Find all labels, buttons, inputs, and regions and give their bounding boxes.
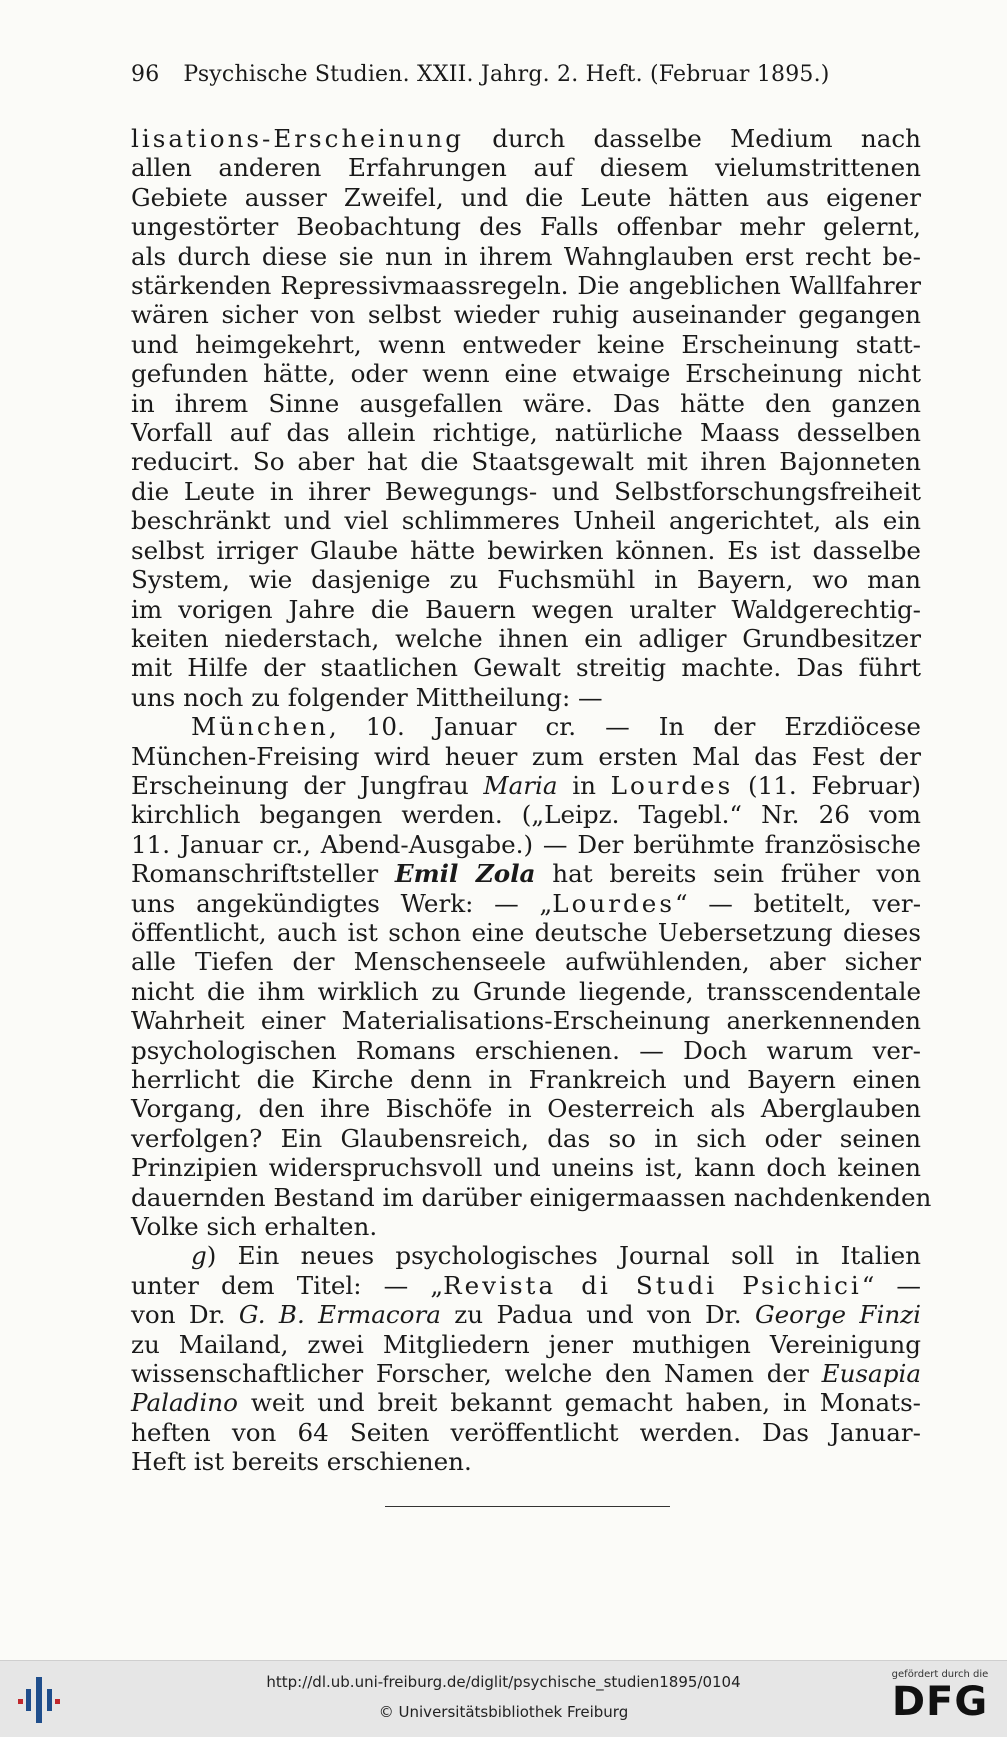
text-line <box>131 300 921 329</box>
text-run: verfolgen? Ein Glaubensreich, das so in sich oder seinen <box>131 1123 921 1153</box>
text-line <box>131 653 921 682</box>
text-line <box>131 153 921 182</box>
text-run: beschränkt und viel schlimmeres Unheil angerichtet, als ein <box>131 506 921 536</box>
text-run: heften von 64 Seiten veröffentlicht werden. Das Januar- <box>131 1417 921 1447</box>
text-line <box>131 683 921 712</box>
text-run: Lourdes <box>552 888 675 918</box>
text-line <box>131 595 921 624</box>
text-run: durch dasselbe Medium nach <box>463 124 921 153</box>
text-run: Erscheinung der Jungfrau <box>131 770 484 800</box>
text-line <box>131 1300 921 1329</box>
text-line <box>131 742 921 771</box>
text-run: g <box>191 1241 207 1271</box>
permalink-url[interactable]: http://dl.ub.uni-freiburg.de/diglit/psychische_studien1895/0104 <box>266 1673 741 1691</box>
text-line <box>131 1241 921 1270</box>
text-run: mit Hilfe der staatlichen Gewalt streitig machte. Das führt <box>131 653 921 683</box>
text-run: gefunden hätte, oder wenn eine etwaige Erscheinung nicht <box>131 359 921 389</box>
text-run: Heft ist bereits erschienen. <box>131 1447 472 1477</box>
text-run: die Leute in ihrer Bewegungs- und Selbstforschungsfreiheit <box>131 476 921 506</box>
running-header <box>131 62 921 87</box>
text-run: selbst irriger Glaube hätte bewirken können. Es ist dasselbe <box>131 535 921 565</box>
text-run: herrlicht die Kirche denn in Frankreich und Bayern einen <box>131 1065 921 1094</box>
text-line <box>131 1388 921 1417</box>
viewer-footer <box>0 1660 1007 1737</box>
text-run: wissenschaftlicher Forscher, welche den Namen der <box>131 1359 822 1389</box>
text-line <box>131 1447 921 1476</box>
text-line <box>131 889 921 918</box>
text-run: , 10. Januar cr. — In der Erzdiöcese <box>328 712 921 742</box>
text-line <box>131 977 921 1006</box>
text-run: in ihrem Sinne ausgefallen wäre. Das hätte den ganzen <box>131 388 921 418</box>
dfg-logo-text: DFG <box>891 1679 989 1725</box>
text-run: Maria <box>483 770 558 800</box>
text-run: Volke sich erhalten. <box>131 1212 378 1242</box>
text-line <box>131 1182 932 1212</box>
text-line <box>131 1212 921 1241</box>
text-run: System, wie dasjenige zu Fuchsmühl in Bayern, wo man <box>131 565 921 595</box>
end-rule <box>385 1506 670 1507</box>
text-run: zu Padua und von Dr. <box>440 1300 755 1330</box>
text-run: lisations-Erscheinung <box>131 124 464 153</box>
text-line <box>131 859 921 888</box>
text-line <box>131 212 921 241</box>
text-run: “ — <box>861 1270 921 1300</box>
text-line <box>131 1124 921 1153</box>
text-run: unter dem Titel: — „ <box>131 1270 444 1300</box>
text-line <box>131 271 921 300</box>
text-line <box>131 359 921 388</box>
text-run: uns angekündigtes Werk: — „ <box>131 888 553 918</box>
text-run: alle Tiefen der Menschenseele aufwühlenden, aber sicher <box>131 947 921 977</box>
text-line <box>131 418 921 447</box>
text-run: Romanschriftsteller <box>131 859 395 889</box>
text-run: München <box>191 712 329 742</box>
dfg-logo <box>885 1669 995 1731</box>
text-line <box>131 389 921 418</box>
text-run: “ — betitelt, ver- <box>674 888 921 918</box>
text-run: G. B. Ermacora <box>238 1300 441 1330</box>
text-run: Eusapia <box>821 1359 921 1389</box>
text-line <box>131 447 921 476</box>
text-run: wären sicher von selbst wieder ruhig auseinander gegangen <box>131 300 921 330</box>
text-run: ungestörter Beobachtung des Falls offenbar mehr gelernt, <box>131 212 921 242</box>
text-run: (11. Februar) <box>733 770 921 800</box>
funder-note: gefördert durch die <box>891 1669 989 1680</box>
text-run: Revista di Studi Psichici <box>443 1270 862 1300</box>
text-run: Emil Zola <box>394 859 536 889</box>
text-line <box>131 1359 921 1388</box>
text-run: zu Mailand, zwei Mitgliedern jener muthigen Vereinigung <box>131 1329 921 1359</box>
text-line <box>131 947 921 976</box>
text-line <box>131 477 921 506</box>
text-run: uns noch zu folgender Mittheilung: — <box>131 682 603 712</box>
text-run: George Finzi <box>754 1300 922 1330</box>
text-run: psychologischen Romans erschienen. — Doch warum ver- <box>131 1035 921 1065</box>
text-run: in <box>557 770 611 800</box>
text-line <box>131 1094 921 1123</box>
text-run: weit und breit bekannt gemacht haben, in Monats- <box>237 1388 921 1418</box>
text-run: 11. Januar cr., Abend-Ausgabe.) — Der berühmte französische <box>131 829 921 859</box>
text-run: von Dr. <box>131 1300 239 1330</box>
text-run: Vorgang, den ihre Bischöfe in Oesterreich als Aberglauben <box>131 1094 921 1124</box>
text-line <box>131 183 921 212</box>
text-run: kirchlich begangen werden. („Leipz. Tagebl.“ Nr. 26 vom <box>131 800 921 830</box>
text-run: Vorfall auf das allein richtige, natürliche Maass desselben <box>131 418 921 448</box>
text-run: keiten niederstach, welche ihnen ein adliger Grundbesitzer <box>131 623 921 653</box>
text-line <box>131 800 921 829</box>
text-run: allen anderen Erfahrungen auf diesem vielumstrittenen <box>131 153 921 183</box>
text-run: im vorigen Jahre die Bauern wegen uralter Waldgerechtig- <box>131 594 921 624</box>
text-run: Gebiete ausser Zweifel, und die Leute hätten aus eigener <box>131 182 921 212</box>
text-line <box>131 771 921 800</box>
text-run: Wahrheit einer Materialisations-Erscheinung anerkennenden <box>131 1006 921 1036</box>
text-run: hat bereits sein früher von <box>535 859 921 889</box>
text-run: Paladino <box>131 1388 238 1418</box>
text-line <box>131 124 921 153</box>
text-line <box>131 1418 921 1447</box>
text-line <box>131 1006 921 1035</box>
text-run: reducirt. So aber hat die Staatsgewalt mit ihren Bajonneten <box>131 447 921 477</box>
text-line <box>131 830 921 859</box>
text-line <box>131 1330 921 1359</box>
text-run: als durch diese sie nun in ihrem Wahnglauben erst recht be- <box>131 241 921 271</box>
text-line <box>131 712 921 741</box>
text-line <box>131 1271 921 1300</box>
text-line <box>131 1036 921 1065</box>
copyright-notice: © Universitätsbibliothek Freiburg <box>378 1703 629 1721</box>
text-line <box>131 330 921 359</box>
text-run: nicht die ihm wirklich zu Grunde liegende, transscendentale <box>131 976 921 1006</box>
text-run: Prinzipien widerspruchsvoll und uneins ist, kann doch keinen <box>131 1153 921 1183</box>
text-run: Lourdes <box>610 770 734 800</box>
text-line <box>131 242 921 271</box>
running-title: Psychische Studien. XXII. Jahrg. 2. Heft. (Februar 1895.) <box>183 62 830 87</box>
text-run: und heimgekehrt, wenn entweder keine Erscheinung statt- <box>131 329 921 359</box>
text-line <box>131 918 921 947</box>
text-run: München-Freising wird heuer zum ersten Mal das Fest der <box>131 741 921 771</box>
body-text <box>131 124 932 1477</box>
text-run: stärkenden Repressivmaassregeln. Die angeblichen Wallfahrer <box>131 271 921 301</box>
text-run: dauernden Bestand im darüber einigermaassen nachdenkenden <box>131 1182 932 1212</box>
text-run: ) Ein neues psychologisches Journal soll in Italien <box>206 1241 921 1271</box>
text-line <box>131 1153 921 1182</box>
text-line <box>131 624 921 653</box>
text-line <box>131 506 921 535</box>
page-number: 96 <box>131 62 160 87</box>
text-line <box>131 565 921 594</box>
text-line <box>131 536 921 565</box>
text-run: öffentlicht, auch ist schon eine deutsche Uebersetzung dieses <box>131 917 921 947</box>
text-line <box>131 1065 921 1094</box>
